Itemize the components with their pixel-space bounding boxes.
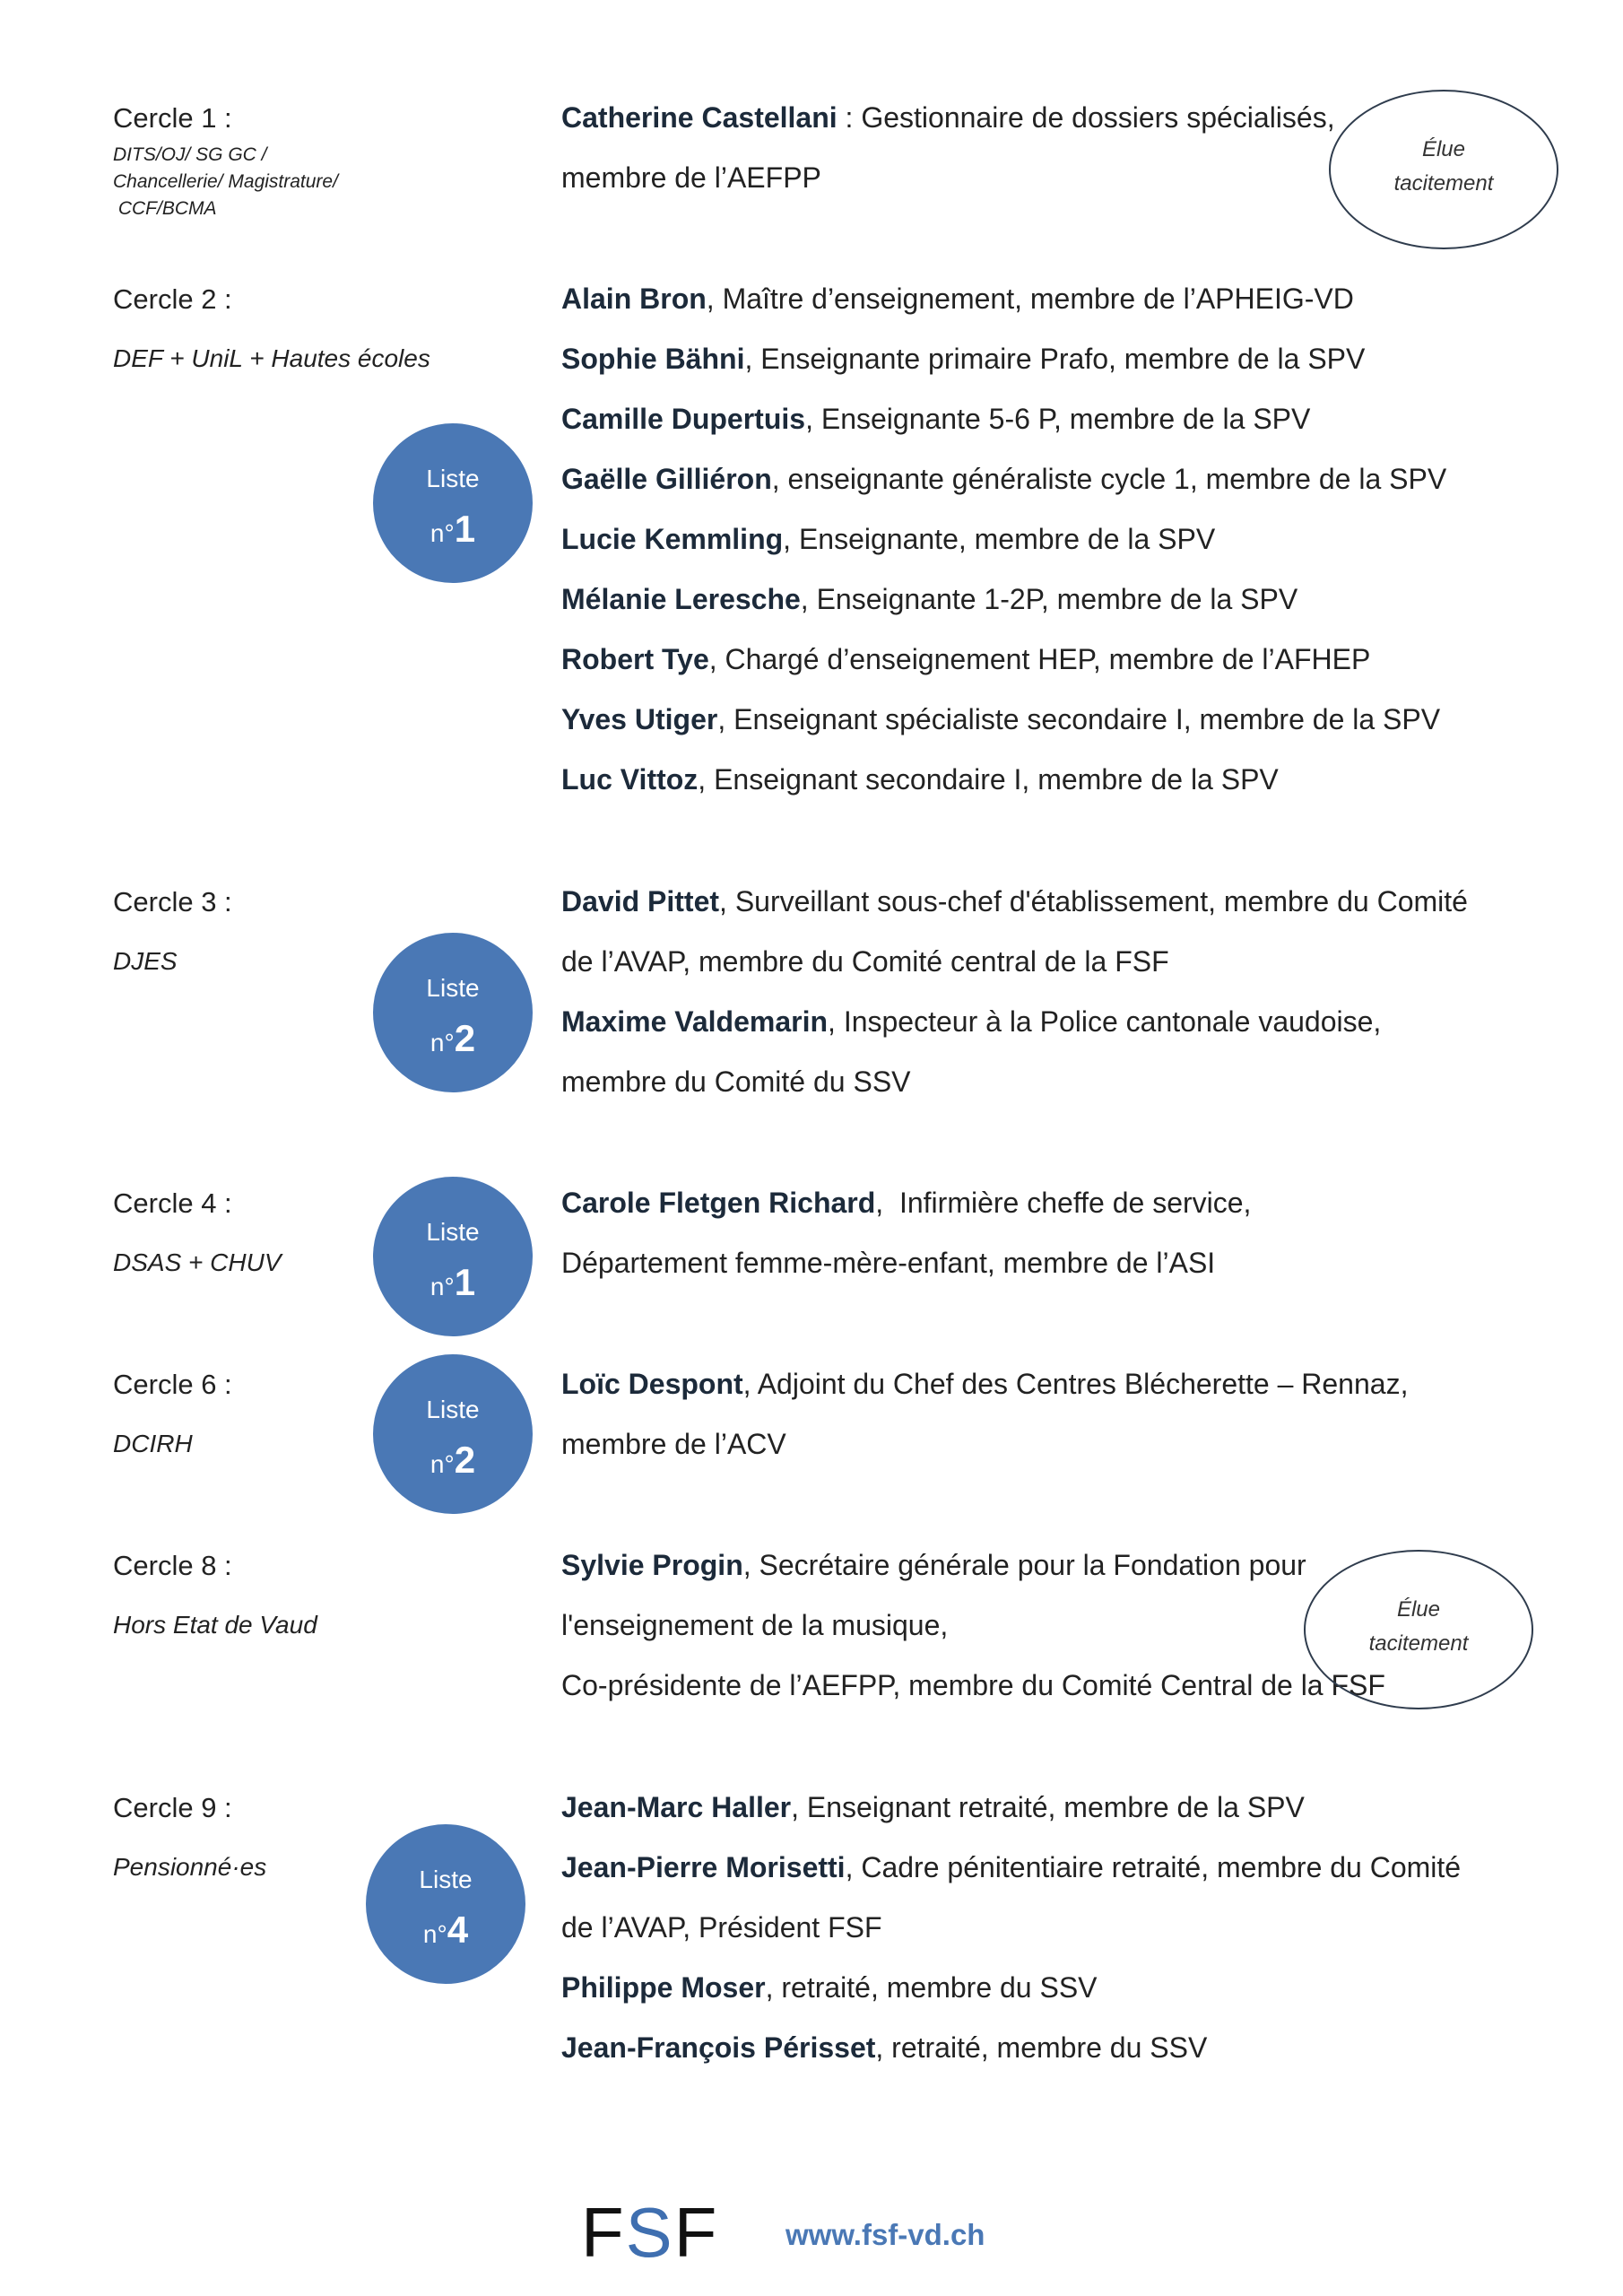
member-role: , Enseignante primaire Prafo, membre de la SPV — [744, 343, 1366, 375]
badge-number — [373, 1263, 533, 1307]
badge-label: Liste — [426, 1218, 480, 1246]
member-role: , Inspecteur à la Police cantonale vaudoise, — [828, 1005, 1382, 1038]
member-name: Luc Vittoz — [561, 763, 699, 796]
member-line — [561, 750, 1569, 810]
member-role: membre du Comité du SSV — [561, 1065, 911, 1098]
member-name: Catherine Castellani — [561, 101, 838, 134]
member-name: Jean-Pierre Morisetti — [561, 1851, 846, 1883]
cercle-sub — [113, 142, 338, 222]
cercle-2-members — [561, 269, 1569, 810]
cercle-3-members — [561, 872, 1569, 1112]
member-name: Carole Fletgen Richard — [561, 1187, 876, 1219]
member-role: Co-présidente de l’AEFPP, membre du Comité Central de la FSF — [561, 1669, 1385, 1701]
cercle-6-members — [561, 1354, 1569, 1474]
member-role: , retraité, membre du SSV — [875, 2031, 1208, 2064]
member-role: , retraité, membre du SSV — [765, 1971, 1098, 2004]
member-line — [561, 1173, 1569, 1233]
badge-number — [373, 1019, 533, 1063]
cercle-4-label — [113, 1186, 282, 1281]
member-line — [561, 449, 1569, 509]
member-role: , Enseignante 1-2P, membre de la SPV — [800, 583, 1298, 615]
liste-badge — [366, 1824, 525, 1984]
member-role: , Secrétaire générale pour la Fondation pour — [742, 1549, 1306, 1581]
cercle-4-members — [561, 1173, 1569, 1293]
logo-letter: F — [673, 2193, 719, 2272]
cercle-1-label — [113, 100, 338, 222]
cercle-name: Cercle 6 : — [113, 1369, 232, 1400]
badge-prefix: n° — [430, 1273, 455, 1300]
member-line — [561, 329, 1569, 389]
cercle-sub-line: DITS/OJ/ SG GC / — [113, 144, 267, 165]
member-role: membre de l’ACV — [561, 1428, 786, 1460]
member-line — [561, 992, 1569, 1052]
member-name: Sylvie Progin — [561, 1549, 743, 1581]
cercle-sub-line: CCF/BCMA — [113, 198, 217, 219]
member-name: Camille Dupertuis — [561, 403, 806, 435]
member-role: , enseignante généraliste cycle 1, membre de la SPV — [771, 463, 1447, 495]
badge-prefix: n° — [430, 519, 455, 547]
member-line — [561, 1414, 1569, 1474]
member-line — [561, 269, 1569, 329]
badge-label: Liste — [426, 974, 480, 1002]
member-name: Loïc Despont — [561, 1368, 743, 1400]
cercle-sub: Pensionné·es — [113, 1853, 267, 1881]
member-line — [561, 1354, 1569, 1414]
member-role: , Enseignante, membre de la SPV — [783, 523, 1216, 555]
member-name: Lucie Kemmling — [561, 523, 784, 555]
member-name: David Pittet — [561, 885, 720, 918]
badge-number — [373, 1440, 533, 1484]
member-line — [561, 570, 1569, 630]
badge-number — [373, 509, 533, 553]
member-line — [561, 932, 1569, 992]
member-role: , Enseignant spécialiste secondaire I, membre de la SPV — [717, 703, 1441, 735]
cercle-sub: DSAS + CHUV — [113, 1248, 282, 1276]
badge-num: 2 — [454, 1017, 476, 1059]
cercle-6-label — [113, 1367, 232, 1462]
badge-num: 1 — [454, 1261, 476, 1303]
member-role: l'enseignement de la musique, — [561, 1609, 949, 1641]
tacit-line: tacitement — [1393, 171, 1494, 196]
member-name: Jean-François Périsset — [561, 2031, 876, 2064]
member-name: Maxime Valdemarin — [561, 1005, 829, 1038]
member-role: Département femme-mère-enfant, membre de l’ASI — [561, 1247, 1216, 1279]
member-role: , Maître d’enseignement, membre de l’APHEIG-VD — [706, 283, 1354, 315]
member-role: , Adjoint du Chef des Centres Blécherette – Rennaz, — [742, 1368, 1409, 1400]
member-name: Sophie Bähni — [561, 343, 745, 375]
badge-num: 2 — [454, 1439, 476, 1481]
member-role: , Enseignant secondaire I, membre de la SPV — [698, 763, 1279, 796]
tacit-election-oval — [1329, 90, 1558, 249]
liste-badge — [373, 423, 533, 583]
member-role: , Chargé d’enseignement HEP, membre de l’AFHEP — [708, 643, 1371, 675]
member-name: Alain Bron — [561, 283, 707, 315]
cercle-sub: DCIRH — [113, 1430, 193, 1457]
badge-label: Liste — [426, 1396, 480, 1423]
logo-letter: F — [581, 2193, 626, 2272]
member-line — [561, 1838, 1569, 1898]
member-role: de l’AVAP, membre du Comité central de la FSF — [561, 945, 1169, 978]
cercle-name: Cercle 3 : — [113, 886, 232, 918]
liste-badge — [373, 933, 533, 1092]
member-role: , Enseignante 5-6 P, membre de la SPV — [805, 403, 1311, 435]
cercle-name: Cercle 8 : — [113, 1550, 232, 1581]
cercle-sub: DEF + UniL + Hautes écoles — [113, 344, 430, 372]
cercle-2-label — [113, 282, 430, 377]
member-line — [561, 1778, 1569, 1838]
member-name: Jean-Marc Haller — [561, 1791, 792, 1823]
badge-num: 4 — [447, 1909, 469, 1951]
cercle-9-label — [113, 1790, 266, 1885]
badge-num: 1 — [454, 508, 476, 550]
member-line — [561, 1898, 1569, 1958]
member-name: Yves Utiger — [561, 703, 718, 735]
liste-badge — [373, 1354, 533, 1514]
badge-number — [366, 1910, 525, 1954]
member-line — [561, 1958, 1569, 2018]
member-name: Mélanie Leresche — [561, 583, 801, 615]
cercle-name: Cercle 2 : — [113, 283, 232, 315]
badge-label: Liste — [426, 465, 480, 492]
member-line — [561, 2018, 1569, 2078]
member-line — [561, 1052, 1569, 1112]
member-line — [561, 630, 1569, 690]
member-name: Philippe Moser — [561, 1971, 766, 2004]
badge-prefix: n° — [430, 1450, 455, 1478]
member-line — [561, 690, 1569, 750]
cercle-sub: DJES — [113, 947, 178, 975]
logo-letter: S — [625, 2193, 674, 2272]
badge-prefix: n° — [422, 1920, 447, 1948]
tacit-line: tacitement — [1368, 1631, 1469, 1656]
website-link[interactable]: www.fsf-vd.ch — [785, 2218, 985, 2251]
liste-badge — [373, 1177, 533, 1336]
cercle-sub-line: Chancellerie/ Magistrature/ — [113, 171, 338, 192]
member-role: de l’AVAP, Président FSF — [561, 1911, 882, 1944]
tacit-line: Élue — [1421, 137, 1466, 161]
cercle-name: Cercle 4 : — [113, 1187, 232, 1219]
tacit-election-oval — [1304, 1550, 1533, 1709]
cercle-8-label — [113, 1548, 317, 1643]
cercle-name: Cercle 9 : — [113, 1792, 232, 1823]
member-role: : Gestionnaire de dossiers spécialisés, — [837, 101, 1335, 134]
cercle-3-label — [113, 884, 232, 979]
cercle-sub: Hors Etat de Vaud — [113, 1611, 317, 1639]
badge-label: Liste — [419, 1866, 473, 1893]
cercle-9-members — [561, 1778, 1569, 2078]
member-role: membre de l’AEFPP — [561, 161, 821, 194]
member-role: , Surveillant sous-chef d'établissement, membre du Comité — [719, 885, 1468, 918]
badge-prefix: n° — [430, 1029, 455, 1057]
member-name: Robert Tye — [561, 643, 709, 675]
member-role: , Infirmière cheffe de service, — [875, 1187, 1252, 1219]
fsf-logo — [581, 2192, 718, 2273]
member-line — [561, 872, 1569, 932]
member-name: Gaëlle Gilliéron — [561, 463, 772, 495]
member-role: , Enseignant retraité, membre de la SPV — [791, 1791, 1305, 1823]
tacit-line: Élue — [1396, 1597, 1441, 1622]
member-line — [561, 389, 1569, 449]
member-role: , Cadre pénitentiaire retraité, membre du Comité — [845, 1851, 1462, 1883]
member-line — [561, 1233, 1569, 1293]
member-line — [561, 509, 1569, 570]
cercle-name: Cercle 1 : — [113, 102, 232, 134]
